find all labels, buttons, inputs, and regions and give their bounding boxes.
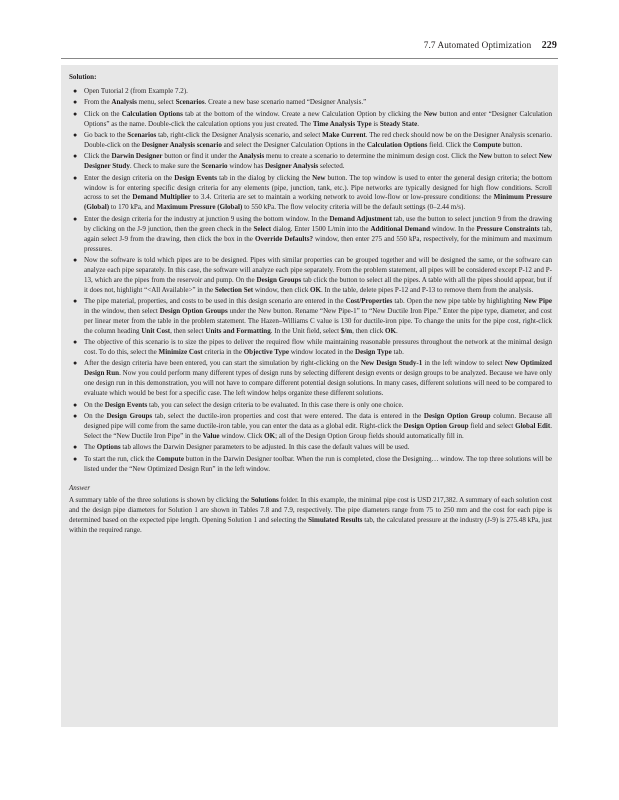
page-number: 229 [541, 40, 557, 51]
text-run: . Select the “New Ductile Iron Pipe” in the [84, 421, 552, 440]
solution-step [67, 87, 552, 97]
solution-step [67, 297, 552, 337]
text-run: folder. In this example, the minimal pipe cost is USD 217,382. A summary of each solution cost and the design pipe diameters for Solution 1 are shown in Tables 7.8 and 7.9, respectively. The pipe diameters range from 75 to 250 mm and the cost for each pipe is determined based on the expected pipe length. Opening Solution 1 and selecting the [69, 496, 553, 525]
bullet-icon: ● [73, 400, 78, 409]
bold-term: OK [264, 431, 276, 440]
bold-term: Units and Formatting [205, 326, 271, 335]
answer-paragraph [69, 496, 552, 536]
bold-term: Calculation Options [366, 140, 428, 149]
text-run: window has [227, 162, 265, 171]
solution-step [67, 131, 552, 151]
bold-term: Select [253, 224, 272, 233]
text-run: window. In the [430, 224, 477, 233]
solution-title: Solution: [69, 73, 97, 81]
text-run: in the window, then select [84, 306, 160, 315]
bold-term: Additional Demand [370, 224, 431, 233]
bold-term: New Designer Study [84, 152, 552, 171]
text-run: menu, select [136, 98, 176, 107]
text-run: Open Tutorial 2 (from Example 7.2). [84, 86, 188, 95]
text-run: On the [84, 412, 107, 420]
text-run: and select the Designer Calculation Options in the [221, 140, 367, 149]
bold-term: Objective Type [243, 348, 290, 357]
text-run: button or find it under the [162, 152, 239, 161]
bold-term: Options [96, 443, 121, 452]
bold-term: Design Groups [256, 275, 302, 284]
section-title: 7.7 Automated Optimization [423, 40, 532, 50]
bold-term: New [478, 152, 493, 161]
text-run: To start the run, click the [84, 454, 157, 463]
bold-term: Scenarios [175, 98, 205, 107]
text-run: to 550 kPa. The flow velocity criteria will be the default settings (0–2.44 m/s). [242, 203, 466, 212]
text-run: Enter the design criteria for the industry at junction 9 using the bottom window. In the [84, 214, 330, 223]
text-run: . Check to make sure the [129, 162, 202, 171]
bold-term: OK [309, 285, 321, 294]
text-run: Click the [84, 152, 112, 161]
text-run: in the left window to select [422, 359, 505, 368]
bold-term: OK [385, 326, 397, 335]
text-run: column. Because all designed pipe will come from the same ductile-iron table, you can enter the data as a global edit. Right-click the [84, 412, 552, 430]
solution-step [67, 401, 552, 411]
solution-step [67, 443, 552, 453]
bullet-icon: ● [73, 338, 78, 347]
solution-steps-list [67, 87, 552, 475]
bold-term: Scenario [201, 162, 228, 171]
bold-term: Demand Multiplier [132, 193, 191, 202]
bold-term: Selection Set [214, 285, 254, 294]
bold-term: Time Analysis Type [312, 119, 372, 128]
bold-term: Design Option Group [403, 421, 469, 430]
text-run: tab, use the button to select junction 9 from the drawing by clicking on the J-9 junction, then the green check in the [84, 214, 552, 233]
text-run: . Create a new base scenario named “Designer Analysis.” [204, 98, 367, 107]
solution-step [67, 412, 552, 442]
solution-step [67, 359, 552, 399]
text-run: Go back to the [84, 131, 128, 140]
bold-term: Scenarios [127, 131, 157, 140]
text-run: button to select [492, 152, 539, 161]
text-run: tab, again select J-9 from the drawing, then click the box in the [84, 224, 552, 243]
text-run: dialog. Enter 1500 L/min into the [271, 224, 371, 233]
text-run: under the New button. Rename “New Pipe-1” to “New Ductile Iron Pipe.” Enter the pipe type, diameter, and cost per linear meter from the table in the problem statement. The Hazen–Williams C value is 130 for ductile-iron pipe. To change the units for the pipe cost, right-click the column heading [84, 306, 552, 335]
bold-term: Minimum Pressure (Global) [84, 193, 552, 212]
text-run: selected. [318, 162, 345, 171]
text-run: to 3.4. Criteria are set to maintain a working network to avoid low-flow or low-pressure conditions: the [190, 193, 494, 202]
bold-term: Minimize Cost [158, 348, 203, 357]
bullet-icon: ● [73, 454, 78, 463]
text-run: button. [500, 140, 523, 149]
text-run: button in the Darwin Designer toolbar. When the run is completed, close the Designing… window. The top three solutions will be listed under the “New Optimized Design Run” in the left window. [84, 454, 552, 473]
text-run: . In the table, delete pipes P-12 and P-13 to remove them from the analysis. [320, 285, 534, 294]
bold-term: Analysis [238, 152, 265, 161]
bold-term: Designer Analysis [264, 162, 319, 171]
bold-term: Pressure Constraints [476, 224, 540, 233]
solution-step [67, 338, 552, 358]
bold-term: Design Events [104, 400, 148, 409]
text-run: window, then click [253, 285, 310, 294]
solution-step [67, 174, 552, 214]
text-run: tab allows the Darwin Designer parameters to be adjusted. In this case the default values will be used. [120, 443, 410, 452]
bold-term: New [423, 109, 438, 118]
bullet-icon: ● [73, 86, 78, 95]
bullet-icon: ● [73, 412, 78, 420]
text-run: After the design criteria have been entered, you can start the simulation by right-clicking on the [84, 359, 361, 368]
bold-term: Design Option Group [423, 412, 491, 420]
text-run: button and enter “Designer Calculation Options” as the name. Double-click the calculation options you just created. The [84, 109, 552, 128]
text-run: From the [84, 98, 112, 107]
bold-term: Compute [473, 140, 501, 149]
solution-box [61, 65, 558, 727]
text-run: menu to create a scenario to determine the minimum design cost. Click the [264, 152, 479, 161]
text-run: window located in the [289, 348, 355, 357]
text-run: A summary table of the three solutions is shown by clicking the [69, 496, 251, 505]
bullet-icon: ● [73, 297, 78, 306]
bold-term: $/m [340, 326, 353, 335]
bold-term: Design Option Groups [159, 306, 228, 315]
text-run: . [417, 119, 419, 128]
text-run: is [371, 119, 380, 128]
text-run: The [84, 443, 97, 452]
bold-term: New [312, 173, 326, 182]
bold-term: New Pipe [523, 297, 552, 306]
solution-step [67, 152, 552, 172]
text-run: tab click the button to select all the pipes. A table with all the pipes should appear, but if it does not, highlight “<All Available>” in the [84, 275, 552, 294]
bold-term: New Design Study-1 [360, 359, 423, 368]
bold-term: Solutions [250, 496, 279, 505]
text-run: tab, select the ductile-iron properties and cost that were entered. The data is entered in the [152, 412, 424, 420]
header-rule [61, 58, 558, 59]
text-run: tab in the dialog by clicking the [217, 173, 313, 182]
bold-term: Analysis [111, 98, 137, 107]
text-run: to 170 kPa, and [109, 203, 157, 212]
bold-term: Simulated Results [308, 516, 363, 525]
text-run: Enter the design criteria on the [84, 173, 175, 182]
running-header [424, 40, 557, 51]
bullet-icon: ● [73, 255, 78, 264]
text-run: field. Click the [427, 140, 473, 149]
text-run: . Now you could perform many different types of design runs by selecting different design events or design groups to be analyzed. Because we have only one design run in this demonstration, you will not have to compare different potential design solutions. In many cases, different solutions will need to be compared to evaluate which would be best for a specific case. The left window helps organize these different solutions. [84, 369, 552, 398]
bullet-icon: ● [73, 443, 78, 452]
bold-term: Demand Adjustment [329, 214, 392, 223]
text-run: . In the Unit field, select [270, 326, 341, 335]
text-run: window, then enter 275 and 550 kPa, respectively, for the minimum and maximum pressures. [84, 234, 553, 253]
text-run: The pipe material, properties, and costs to be used in this design scenario are entered in the [84, 297, 346, 306]
answer-title: Answer [69, 484, 91, 493]
solution-step [67, 110, 552, 130]
bold-term: Override Defaults? [254, 234, 313, 243]
text-run: Click on the [84, 109, 122, 118]
solution-step [67, 215, 552, 255]
text-run: tab, the calculated pressure at the industry (J-9) is 275.48 kPa, just within the required range. [69, 516, 553, 535]
bold-term: Make Current [322, 131, 366, 140]
text-run: field and select [468, 421, 516, 430]
bullet-icon: ● [73, 109, 78, 118]
text-run: tab. Open the new pipe table by highlighting [392, 297, 524, 306]
solution-step [67, 98, 552, 108]
text-run: window. Click [219, 431, 265, 440]
text-run: button. The top window is used to enter the general design criteria; the bottom window is for entering specific design criteria for any elements (pipe, junction, tank, etc.). Pipe networks are typically designed for high flow conditions. Scroll across to set the [84, 173, 553, 202]
bullet-icon: ● [73, 173, 78, 182]
bullet-icon: ● [73, 131, 78, 140]
bold-term: Design Type [354, 348, 392, 357]
solution-step [67, 455, 552, 475]
bold-term: Cost/Properties [345, 297, 393, 306]
bold-term: Maximum Pressure (Global) [156, 203, 243, 212]
bullet-icon: ● [73, 359, 78, 368]
text-run: On the [84, 400, 105, 409]
text-run: , then select [170, 326, 206, 335]
bold-term: Steady State [379, 119, 418, 128]
text-run: tab at the bottom of the window. Create a new Calculation Option by clicking the [182, 109, 424, 118]
bold-term: Design Groups [106, 412, 153, 420]
text-run: . [396, 326, 398, 335]
text-run: The objective of this scenario is to size the pipes to deliver the required flow while maintaining reasonable pressures throughout the network at the minimal design cost. To do this, select the [84, 338, 552, 357]
text-run: ; all of the Design Option Group fields should automatically fill in. [275, 431, 464, 440]
bold-term: Unit Cost [141, 326, 171, 335]
text-run: criteria in the [202, 348, 244, 357]
solution-step [67, 256, 552, 296]
bold-term: Darwin Designer [111, 152, 163, 161]
text-run: , then click [352, 326, 386, 335]
bullet-icon: ● [73, 98, 78, 107]
text-run: Now the software is told which pipes are to be designed. Pipes with similar properties can be grouped together and will be designed the same, or the software can analyze each pipe separately. In this case, the software will analyze each pipe separately. From the problem statement, all pipes will be considered except P-12 and P-13, which are the pipes from the reservoir and pump. On the [84, 255, 552, 284]
text-run: . The red check should now be on the Designer Analysis scenario. Double-click on the [84, 131, 552, 149]
bold-term: Global Edit [515, 421, 551, 430]
bold-term: Designer Analysis scenario [141, 140, 222, 149]
bold-term: New Optimized Design Run [84, 359, 552, 378]
bold-term: Value [202, 431, 220, 440]
bold-term: Calculation Options [121, 109, 183, 118]
bold-term: Design Events [174, 173, 218, 182]
bullet-icon: ● [73, 214, 78, 223]
text-run: tab, right-click the Designer Analysis scenario, and select [156, 131, 323, 140]
text-run: tab. [391, 348, 404, 357]
text-run: tab, you can select the design criteria to be evaluated. In this case there is only one choice. [147, 400, 404, 409]
bullet-icon: ● [73, 152, 78, 161]
bold-term: Compute [156, 454, 185, 463]
